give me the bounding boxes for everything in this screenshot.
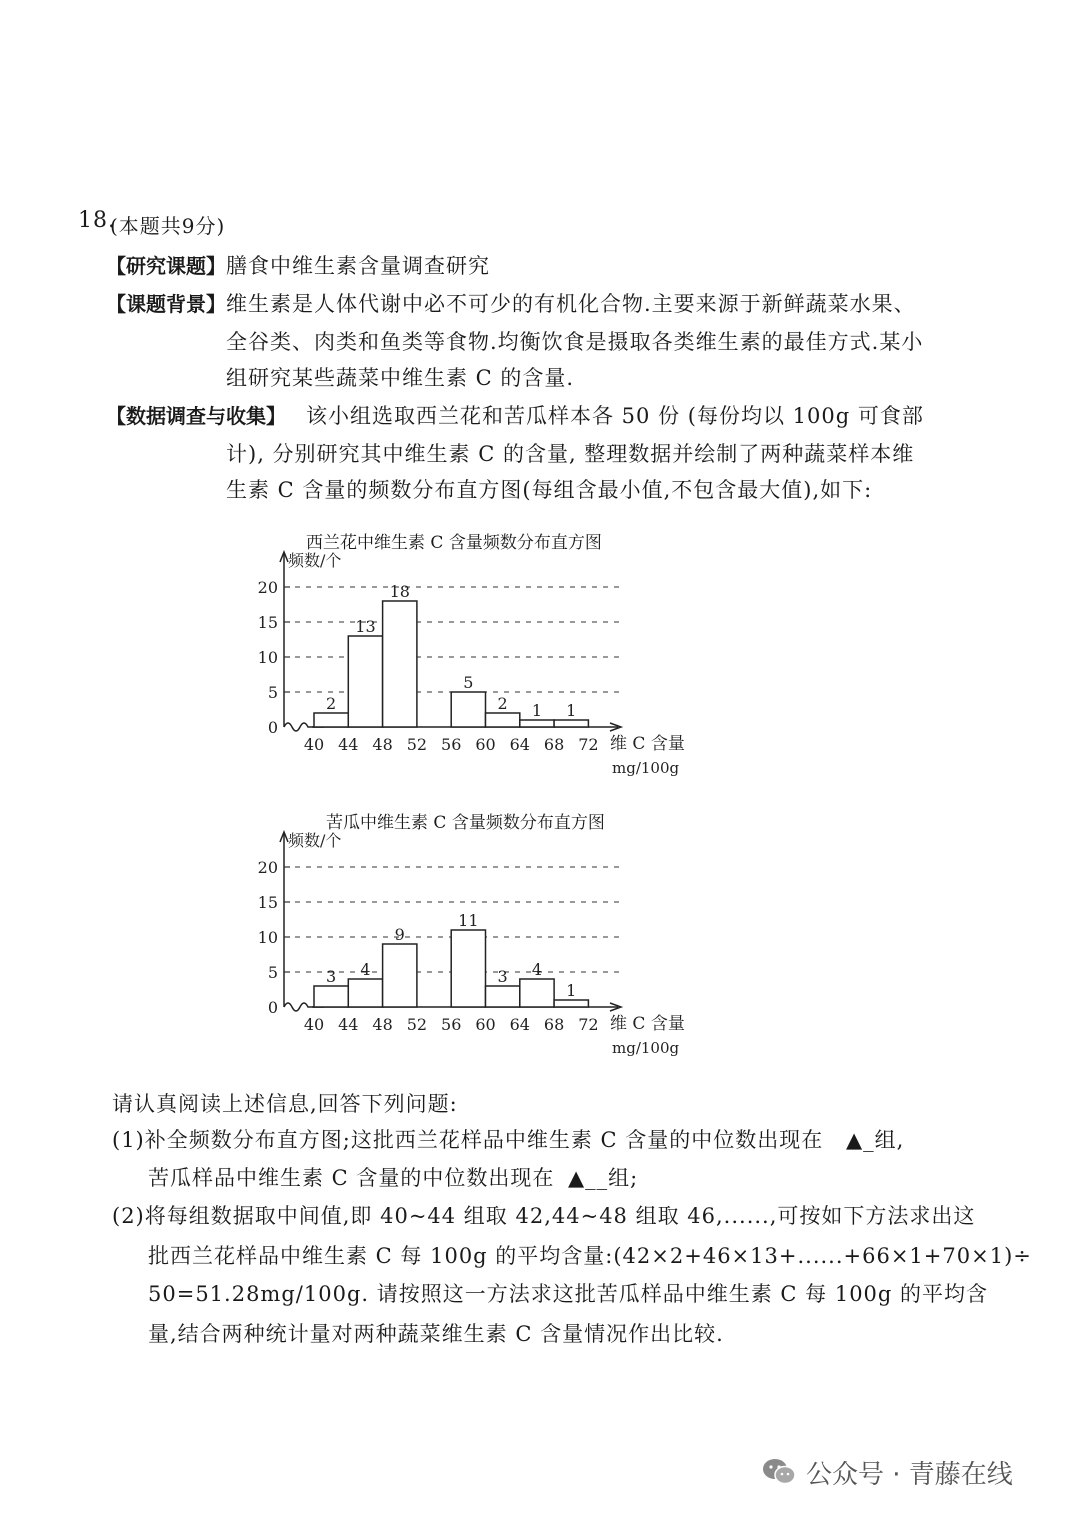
broccoli-x-unit: mg/100g (612, 759, 680, 777)
bitter-melon-bar (314, 986, 348, 1007)
chart-2-title: 苦瓜中维生素 C 含量频数分布直方图 (326, 813, 605, 833)
broccoli-x-tick-label: 44 (338, 735, 359, 754)
background-tag: 【课题背景】 (106, 292, 226, 316)
broccoli-bar (554, 720, 588, 727)
broccoli-y-tick-label: 20 (257, 578, 278, 597)
bitter-melon-x-tick-label: 52 (406, 1015, 428, 1034)
q2-line-1: (2)将每组数据取中间值,即 40~44 组取 42,44~48 组取 46,......,可按如下方法求出这 (112, 1204, 976, 1228)
broccoli-data-label: 13 (355, 617, 376, 636)
background-line-2: 全谷类、肉类和鱼类等食物.均衡饮食是摄取各类维生素的最佳方式.某小 (226, 330, 924, 354)
broccoli-x-tick-label: 48 (372, 735, 393, 754)
bitter-melon-y-tick-label: 10 (257, 928, 278, 947)
background-line-3: 组研究某些蔬菜中维生素 C 的含量. (226, 366, 575, 390)
broccoli-data-label: 18 (389, 582, 410, 601)
broccoli-x-tick-label: 72 (578, 735, 599, 754)
chart-1-title: 西兰花中维生素 C 含量频数分布直方图 (306, 533, 602, 553)
bitter-melon-y-tick-label: 5 (267, 963, 278, 982)
q1-answer-blank-1: ▲_组, (846, 1128, 905, 1152)
bitter-melon-x-unit: mg/100g (612, 1039, 680, 1057)
bitter-melon-data-label: 1 (566, 981, 577, 1000)
broccoli-bar (348, 636, 382, 727)
data-line-1: 该小组选取西兰花和苦瓜样本各 50 份 (每份均以 100g 可食部 (306, 404, 924, 428)
q1-line-1: (1)补全频数分布直方图;这批西兰花样品中维生素 C 含量的中位数出现在 (112, 1128, 824, 1152)
broccoli-bar (520, 720, 554, 727)
broccoli-data-label: 5 (463, 673, 474, 692)
bitter-melon-bar (451, 930, 485, 1007)
bitter-melon-x-tick-label: 44 (338, 1015, 359, 1034)
data-line-2: 计), 分别研究其中维生素 C 的含量, 整理数据并绘制了两种蔬菜样本维 (226, 442, 915, 466)
bitter-melon-x-label: 维 C 含量 (610, 1014, 685, 1034)
bitter-melon-bar (554, 1000, 588, 1007)
broccoli-x-tick-label: 60 (475, 735, 496, 754)
bitter-melon-histogram (240, 830, 720, 1060)
bitter-melon-data-label: 4 (360, 960, 371, 979)
bitter-melon-data-label: 11 (458, 911, 479, 930)
bitter-melon-x-tick-label: 40 (303, 1015, 325, 1034)
topic-text: 膳食中维生素含量调查研究 (226, 254, 490, 278)
broccoli-data-label: 2 (497, 694, 508, 713)
broccoli-x-label: 维 C 含量 (610, 734, 685, 754)
broccoli-histogram (240, 550, 720, 780)
bitter-melon-x-tick-label: 64 (509, 1015, 530, 1034)
broccoli-bar (383, 601, 417, 727)
q1-answer-blank-2: ▲__组; (568, 1166, 639, 1190)
broccoli-y-tick-label: 15 (257, 613, 278, 632)
topic-tag: 【研究课题】 (106, 254, 226, 278)
background-line-1: 维生素是人体代谢中必不可少的有机化合物.主要来源于新鲜蔬菜水果、 (226, 292, 916, 316)
bitter-melon-y-tick-label: 20 (257, 858, 278, 877)
watermark-text: 公众号 · 青藤在线 (806, 1459, 1013, 1490)
broccoli-y-tick-label: 5 (267, 683, 278, 702)
question-number: 18. (78, 208, 116, 233)
broccoli-data-label: 1 (531, 701, 543, 720)
bitter-melon-bar (348, 979, 382, 1007)
bitter-melon-bar (520, 979, 554, 1007)
bitter-melon-data-label: 3 (497, 967, 508, 986)
broccoli-bar (314, 713, 348, 727)
broccoli-x-tick-label: 68 (543, 735, 565, 754)
q2-line-3: 50=51.28mg/100g. 请按照这一方法求这批苦瓜样品中维生素 C 每 100g 的平均含 (148, 1282, 989, 1306)
q2-line-4: 量,结合两种统计量对两种蔬菜维生素 C 含量情况作出比较. (148, 1322, 724, 1346)
wechat-icon (762, 1458, 796, 1486)
broccoli-x-tick-label: 52 (406, 735, 428, 754)
question-points: (本题共9分) (110, 214, 226, 238)
q2-line-2: 批西兰花样品中维生素 C 每 100g 的平均含量:(42×2+46×13+......+66×1+70×1)÷ (148, 1244, 1032, 1268)
bitter-melon-data-label: 4 (531, 960, 543, 979)
bitter-melon-data-label: 9 (394, 925, 405, 944)
bitter-melon-x-tick-label: 60 (475, 1015, 496, 1034)
bitter-melon-x-tick-label: 48 (372, 1015, 393, 1034)
bitter-melon-bar (383, 944, 417, 1007)
broccoli-y-label: 频数/个 (288, 551, 342, 570)
broccoli-x-tick-label: 64 (509, 735, 530, 754)
broccoli-x-tick-label: 40 (303, 735, 325, 754)
broccoli-x-tick-label: 56 (441, 735, 462, 754)
data-line-3: 生素 C 含量的频数分布直方图(每组含最小值,不包含最大值),如下: (226, 478, 873, 502)
bitter-melon-y-tick-label: 0 (267, 998, 278, 1017)
bitter-melon-data-label: 3 (326, 967, 337, 986)
bitter-melon-x-tick-label: 72 (578, 1015, 599, 1034)
bitter-melon-x-tick-label: 56 (441, 1015, 462, 1034)
q1-line-2: 苦瓜样品中维生素 C 含量的中位数出现在 (148, 1166, 555, 1190)
data-tag: 【数据调查与收集】 (106, 404, 286, 428)
watermark (762, 1452, 1013, 1492)
bitter-melon-x-tick-label: 68 (543, 1015, 565, 1034)
broccoli-y-tick-label: 0 (267, 718, 278, 737)
bitter-melon-y-label: 频数/个 (288, 831, 342, 850)
broccoli-data-label: 2 (326, 694, 337, 713)
broccoli-data-label: 1 (566, 701, 577, 720)
broccoli-bar (451, 692, 485, 727)
questions-intro: 请认真阅读上述信息,回答下列问题: (112, 1092, 458, 1116)
broccoli-bar (486, 713, 520, 727)
broccoli-y-tick-label: 10 (257, 648, 278, 667)
bitter-melon-bar (486, 986, 520, 1007)
bitter-melon-y-tick-label: 15 (257, 893, 278, 912)
